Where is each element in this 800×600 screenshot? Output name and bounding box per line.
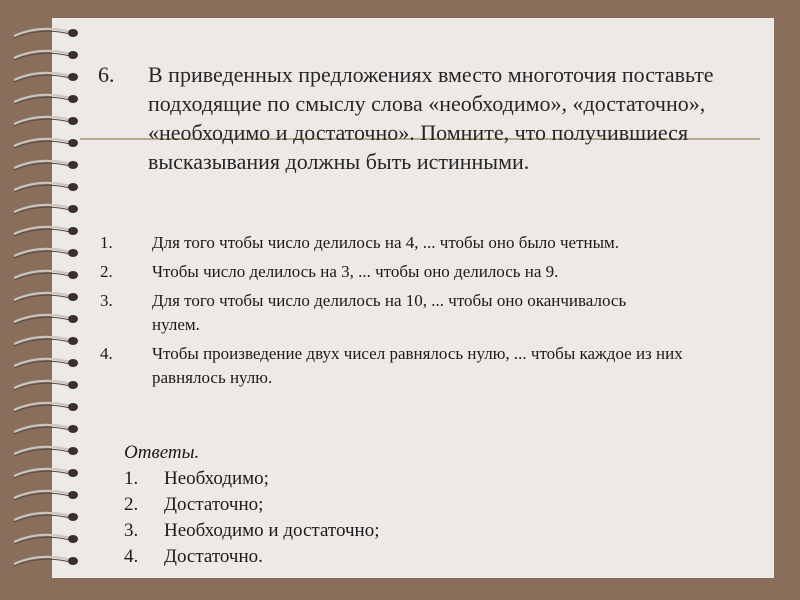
binding-hole <box>68 535 78 543</box>
list-item <box>124 518 379 544</box>
answer-text: Достаточно. <box>164 546 263 567</box>
answer-number: 2. <box>124 494 139 515</box>
answer-text: Достаточно; <box>164 494 264 515</box>
binding-hole <box>68 161 78 169</box>
binding-hole <box>68 73 78 81</box>
answer-text: Необходимо; <box>164 468 269 489</box>
binding-hole <box>68 95 78 103</box>
binding-hole <box>68 359 78 367</box>
binding-hole <box>68 51 78 59</box>
statement-list <box>100 231 760 390</box>
list-item <box>100 342 760 390</box>
item-text: Для того чтобы число делилось на 10, ... чтобы оно оканчивалось нулем. <box>152 291 627 334</box>
binding-hole <box>68 315 78 323</box>
binding-hole <box>68 491 78 499</box>
binding-hole <box>68 227 78 235</box>
binding-hole <box>68 293 78 301</box>
binding-hole <box>68 205 78 213</box>
list-item <box>100 231 760 255</box>
binding-hole <box>68 183 78 191</box>
binding-hole <box>68 447 78 455</box>
answers-block <box>124 440 379 570</box>
binding-hole <box>68 117 78 125</box>
binding-hole <box>68 513 78 521</box>
item-text: Чтобы произведение двух чисел равнялось нулю, ... чтобы каждое из них равнялось нулю. <box>152 344 683 387</box>
binding-hole <box>68 271 78 279</box>
item-number: 1. <box>100 233 113 252</box>
list-item <box>124 466 379 492</box>
answer-number: 4. <box>124 546 139 567</box>
binding-hole <box>68 249 78 257</box>
binding-hole <box>68 469 78 477</box>
answer-number: 1. <box>124 468 139 489</box>
answer-number: 3. <box>124 520 139 541</box>
binding-hole <box>68 425 78 433</box>
answers-title: Ответы. <box>124 442 200 463</box>
item-text: Чтобы число делилось на 3, ... чтобы оно делилось на 9. <box>152 262 559 281</box>
item-number: 3. <box>100 291 113 310</box>
item-text: Для того чтобы число делилось на 4, ... чтобы оно было четным. <box>152 233 620 252</box>
binding-hole <box>68 29 78 37</box>
spiral-binding-icon <box>0 0 100 600</box>
task-number: 6. <box>98 62 115 87</box>
binding-hole <box>68 139 78 147</box>
list-item <box>124 492 379 518</box>
item-number: 2. <box>100 262 113 281</box>
task-text: В приведенных предложениях вместо многоточия поставьте подходящие по смыслу слова «необходимо», «достаточно», «необходимо и достаточно». Помните, что получившиеся высказывания должны быть истинными. <box>148 62 714 174</box>
list-item <box>100 260 760 284</box>
item-number: 4. <box>100 344 113 363</box>
list-item <box>100 289 760 337</box>
binding-hole <box>68 557 78 565</box>
binding-hole <box>68 403 78 411</box>
binding-hole <box>68 337 78 345</box>
list-item <box>124 544 379 570</box>
answer-text: Необходимо и достаточно; <box>164 520 380 541</box>
binding-hole <box>68 381 78 389</box>
